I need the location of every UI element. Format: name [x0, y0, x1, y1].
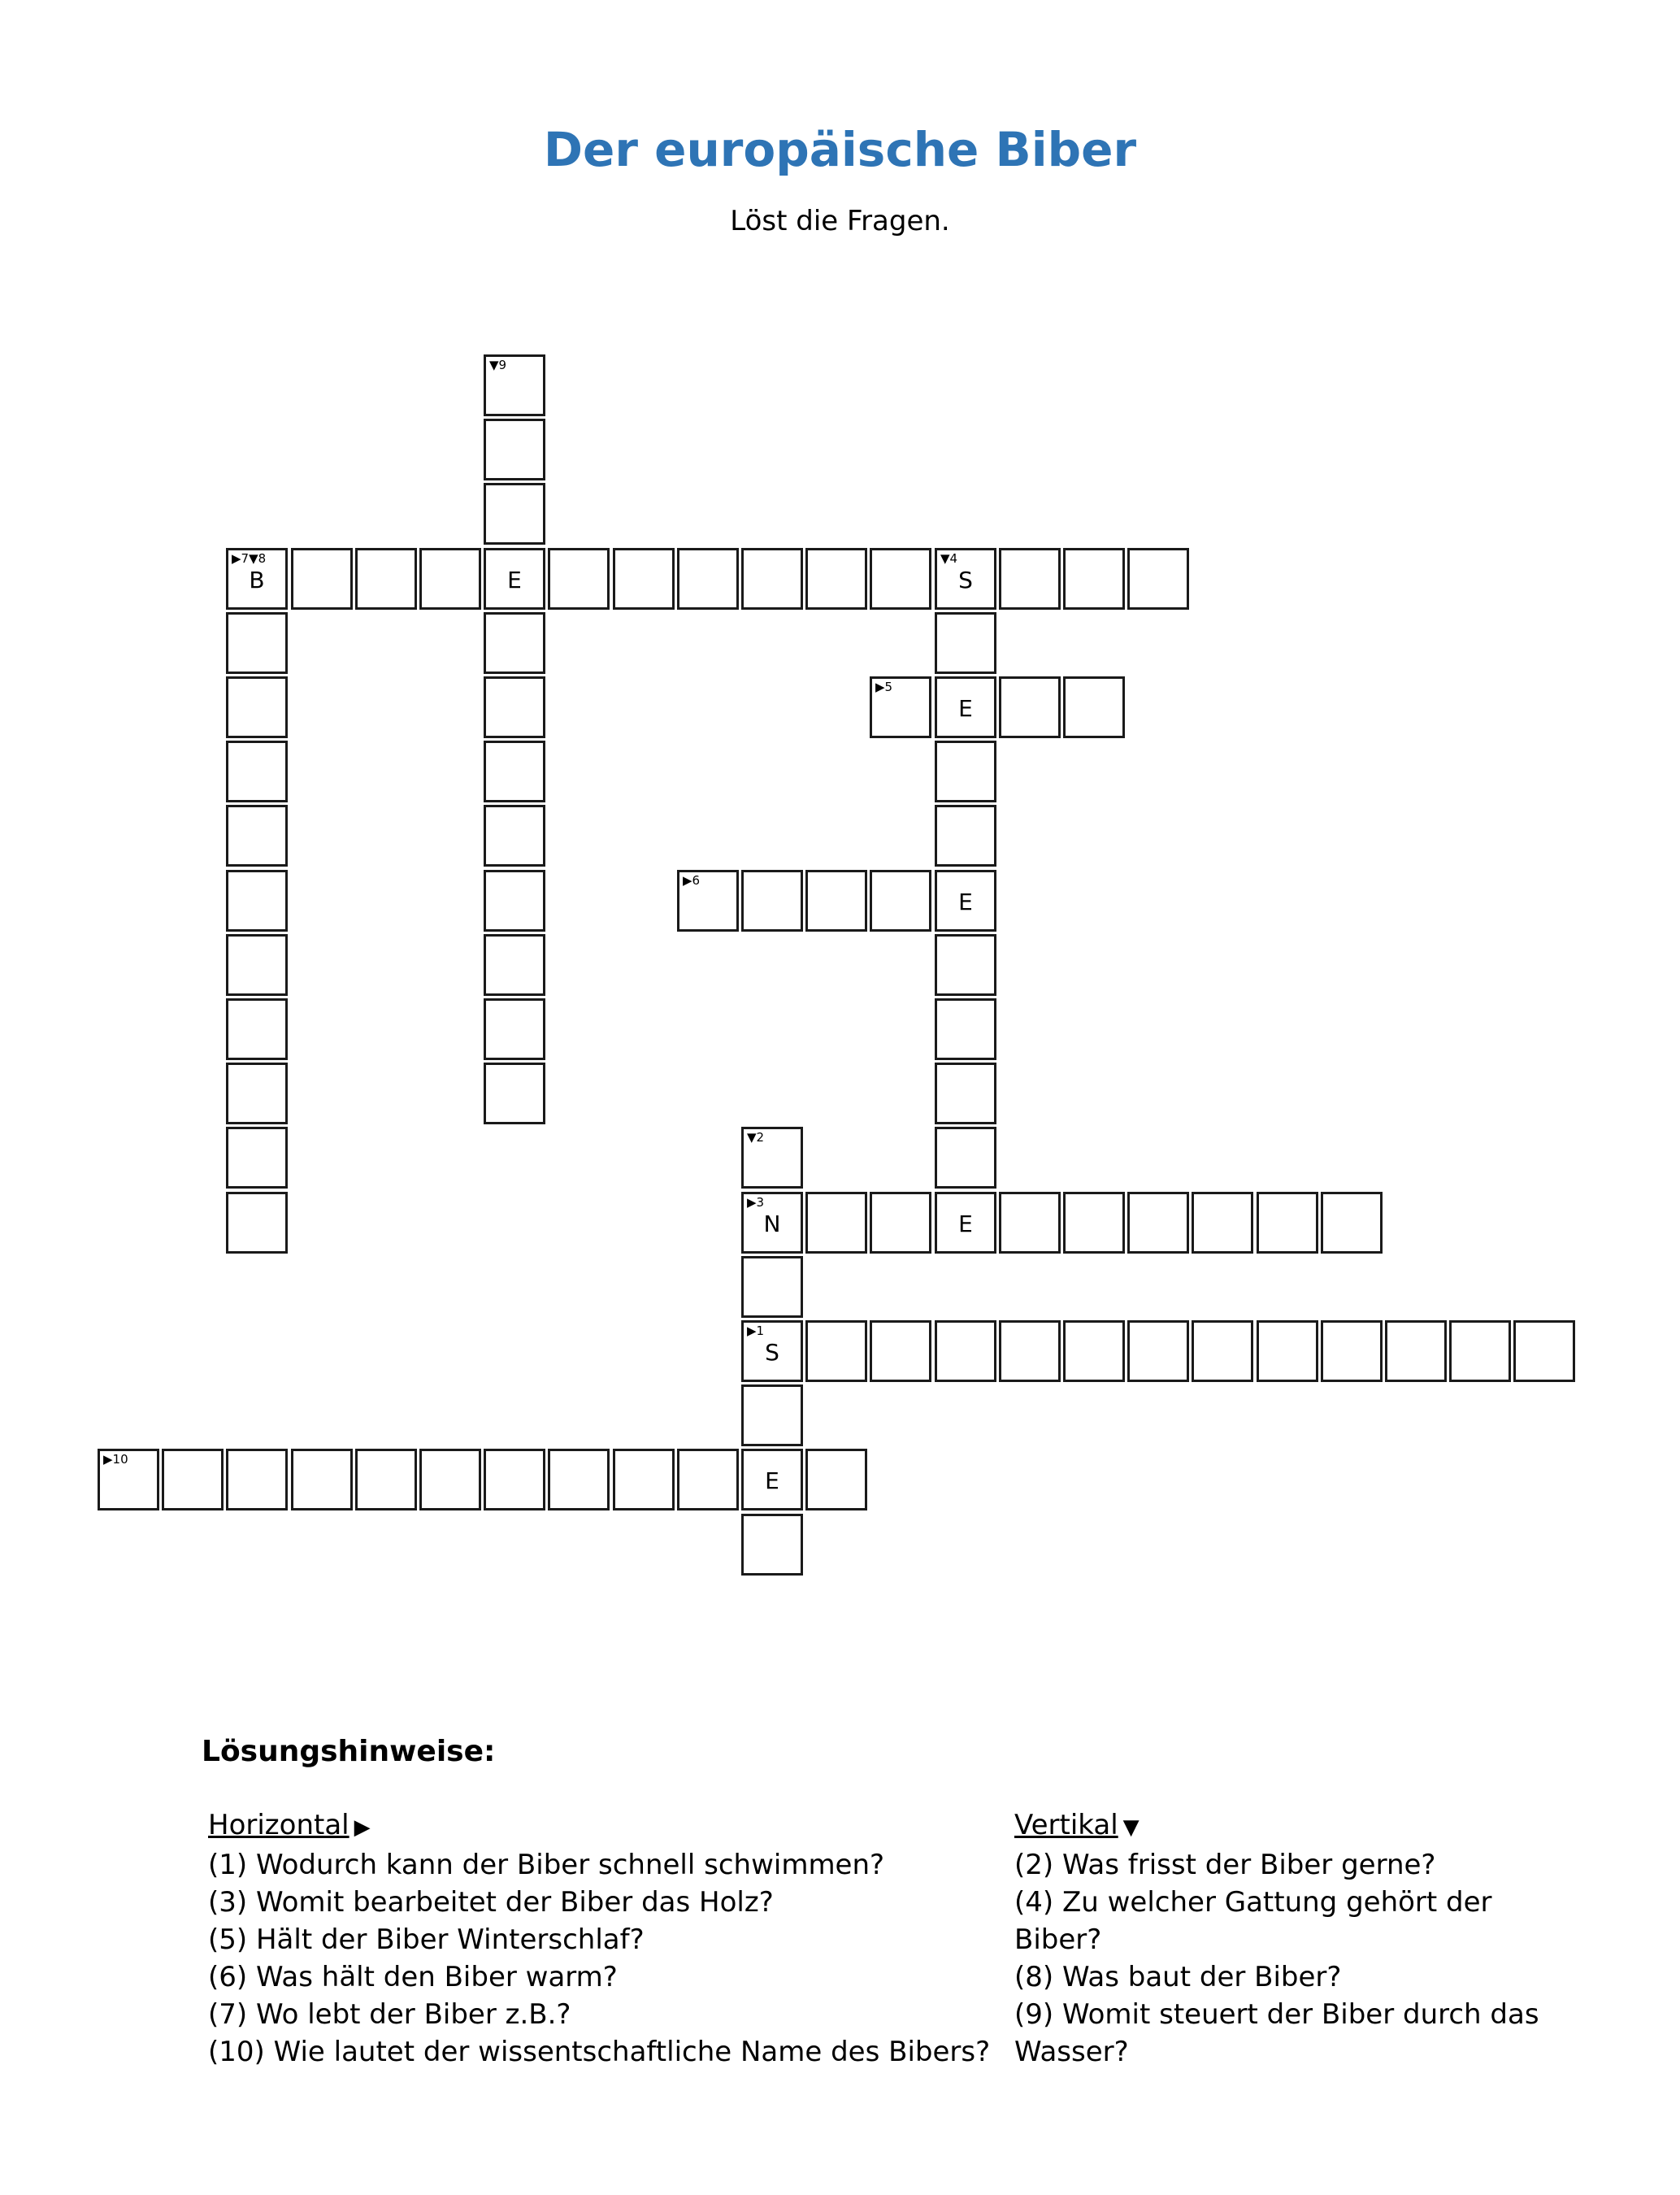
clue-number: ▶7▼8: [232, 551, 267, 566]
crossword-cell[interactable]: [162, 1449, 224, 1510]
crossword-cell[interactable]: [935, 741, 996, 802]
clue-vertical-2: (2) Was frisst der Biber gerne?: [1014, 1849, 1436, 1881]
crossword-cell[interactable]: [1127, 548, 1189, 610]
crossword-cell[interactable]: [805, 548, 867, 610]
given-letter: S: [765, 1339, 779, 1366]
crossword-cell[interactable]: [935, 676, 996, 738]
given-letter: E: [765, 1467, 779, 1494]
crossword-cell[interactable]: [870, 1192, 931, 1254]
clue-number: ▼4: [940, 551, 958, 566]
crossword-cell[interactable]: [548, 1449, 610, 1510]
clue-number: ▶3: [747, 1195, 765, 1210]
crossword-cell[interactable]: [226, 741, 288, 802]
crossword-cell[interactable]: [935, 805, 996, 867]
crossword-cell[interactable]: [741, 1514, 803, 1576]
clue-horizontal-10: (10) Wie lautet der wissentschaftliche Name des Bibers?: [208, 2036, 991, 2068]
crossword-cell[interactable]: [999, 676, 1061, 738]
page-title: Der europäische Biber: [543, 122, 1137, 177]
crossword-cell[interactable]: [870, 870, 931, 932]
crossword-cell[interactable]: [226, 998, 288, 1060]
given-letter: S: [958, 567, 973, 593]
crossword-cell[interactable]: [741, 1127, 803, 1189]
crossword-cell[interactable]: [741, 1256, 803, 1318]
crossword-cell[interactable]: [805, 1449, 867, 1510]
vertical-label: Vertikal: [1014, 1809, 1118, 1841]
crossword-cell[interactable]: [419, 548, 481, 610]
crossword-cell[interactable]: [226, 1127, 288, 1189]
right-arrow-icon: ▶: [354, 1815, 371, 1840]
crossword-cell[interactable]: [291, 1449, 353, 1510]
crossword-cell[interactable]: [870, 1320, 931, 1382]
crossword-cell[interactable]: [613, 548, 675, 610]
crossword-cell[interactable]: [355, 1449, 417, 1510]
crossword-cell[interactable]: [484, 548, 545, 610]
given-letter: E: [507, 567, 522, 593]
crossword-cell[interactable]: [935, 548, 996, 610]
crossword-cell[interactable]: [935, 1127, 996, 1189]
crossword-cell[interactable]: [935, 612, 996, 674]
down-arrow-icon: ▼: [1122, 1815, 1140, 1840]
crossword-cell[interactable]: [1063, 1192, 1125, 1254]
crossword-cell[interactable]: [999, 548, 1061, 610]
clue-horizontal-6: (6) Was hält den Biber warm?: [208, 1961, 618, 1993]
crossword-cell[interactable]: [1192, 1320, 1253, 1382]
crossword-cell[interactable]: [226, 805, 288, 867]
crossword-cell[interactable]: [226, 870, 288, 932]
given-letter: E: [958, 1211, 973, 1237]
crossword-cell[interactable]: [935, 870, 996, 932]
crossword-cell[interactable]: [870, 676, 931, 738]
crossword-cell[interactable]: [1127, 1320, 1189, 1382]
crossword-cell[interactable]: [677, 870, 739, 932]
crossword-cell[interactable]: [484, 1063, 545, 1124]
crossword-cell[interactable]: [484, 354, 545, 416]
crossword-cell[interactable]: [741, 1384, 803, 1446]
crossword-cell[interactable]: [1127, 1192, 1189, 1254]
crossword-cell[interactable]: [935, 1320, 996, 1382]
crossword-cell[interactable]: [419, 1449, 481, 1510]
crossword-cell[interactable]: [805, 1192, 867, 1254]
crossword-cell[interactable]: [226, 1449, 288, 1510]
crossword-cell[interactable]: [741, 548, 803, 610]
crossword-cell[interactable]: [741, 870, 803, 932]
crossword-cell[interactable]: [226, 1192, 288, 1254]
crossword-cell[interactable]: [355, 548, 417, 610]
horizontal-clues: [208, 1806, 1013, 2071]
clue-number: ▶6: [683, 873, 701, 888]
horizontal-label: Horizontal: [208, 1809, 349, 1841]
crossword-cell[interactable]: [484, 998, 545, 1060]
crossword-cell[interactable]: [741, 1320, 803, 1382]
clue-horizontal-5: (5) Hält der Biber Winterschlaf?: [208, 1923, 645, 1956]
crossword-cell[interactable]: [741, 1449, 803, 1510]
crossword-cell[interactable]: [98, 1449, 159, 1510]
clue-horizontal-3: (3) Womit bearbeitet der Biber das Holz?: [208, 1886, 774, 1919]
clue-horizontal-1: (1) Wodurch kann der Biber schnell schwimmen?: [208, 1849, 885, 1881]
crossword-cell[interactable]: [226, 676, 288, 738]
crossword-cell[interactable]: [805, 870, 867, 932]
crossword-cell[interactable]: [1449, 1320, 1511, 1382]
crossword-cell[interactable]: [484, 805, 545, 867]
crossword-cell[interactable]: [1192, 1192, 1253, 1254]
crossword-cell[interactable]: [999, 1320, 1061, 1382]
crossword-cell[interactable]: [484, 741, 545, 802]
crossword-cell[interactable]: [484, 870, 545, 932]
vertical-clues: [1014, 1806, 1583, 2071]
crossword-cell[interactable]: [484, 934, 545, 996]
horizontal-heading: [208, 1806, 1013, 1846]
crossword-cell[interactable]: [1513, 1320, 1575, 1382]
clue-vertical-4: (4) Zu welcher Gattung gehört der Biber?: [1014, 1886, 1492, 1956]
crossword-cell[interactable]: [484, 1449, 545, 1510]
crossword-cell[interactable]: [935, 1063, 996, 1124]
crossword-cell[interactable]: [1063, 548, 1125, 610]
clue-horizontal-7: (7) Wo lebt der Biber z.B.?: [208, 1998, 571, 2031]
crossword-cell[interactable]: [741, 1192, 803, 1254]
crossword-cell[interactable]: [1321, 1192, 1383, 1254]
vertical-heading: [1014, 1806, 1583, 1846]
crossword-cell[interactable]: [484, 676, 545, 738]
clue-vertical-9: (9) Womit steuert der Biber durch das Wasser?: [1014, 1998, 1539, 2068]
crossword-cell[interactable]: [935, 998, 996, 1060]
crossword-cell[interactable]: [1063, 1320, 1125, 1382]
clue-vertical-8: (8) Was baut der Biber?: [1014, 1961, 1342, 1993]
crossword-cell[interactable]: [1063, 676, 1125, 738]
crossword-cell[interactable]: [484, 483, 545, 545]
crossword-cell[interactable]: [999, 1192, 1061, 1254]
crossword-cell[interactable]: [613, 1449, 675, 1510]
crossword-cell[interactable]: [226, 1063, 288, 1124]
crossword-cell[interactable]: [935, 934, 996, 996]
crossword-cell[interactable]: [870, 548, 931, 610]
clue-number: ▶5: [875, 680, 893, 694]
crossword-cell[interactable]: [935, 1192, 996, 1254]
crossword-cell[interactable]: [805, 1320, 867, 1382]
clue-number: ▶1: [747, 1324, 765, 1338]
hints-heading: Lösungshinweise:: [202, 1735, 496, 1768]
given-letter: N: [763, 1211, 781, 1237]
crossword-cell[interactable]: [1321, 1320, 1383, 1382]
crossword-cell[interactable]: [1257, 1320, 1318, 1382]
clue-number: ▼2: [747, 1130, 765, 1145]
given-letter: B: [249, 567, 265, 593]
given-letter: E: [958, 889, 973, 915]
page-subtitle: Löst die Fragen.: [730, 205, 950, 237]
crossword-cell[interactable]: [484, 419, 545, 480]
crossword-cell[interactable]: [291, 548, 353, 610]
clue-number: ▶10: [103, 1452, 128, 1467]
crossword-cell[interactable]: [226, 612, 288, 674]
given-letter: E: [958, 695, 973, 722]
crossword-cell[interactable]: [1257, 1192, 1318, 1254]
crossword-cell[interactable]: [677, 548, 739, 610]
crossword-cell[interactable]: [548, 548, 610, 610]
clue-number: ▼9: [489, 358, 507, 372]
crossword-cell[interactable]: [226, 934, 288, 996]
crossword-cell[interactable]: [484, 612, 545, 674]
crossword-cell[interactable]: [677, 1449, 739, 1510]
crossword-cell[interactable]: [1385, 1320, 1447, 1382]
crossword-cell[interactable]: [226, 548, 288, 610]
